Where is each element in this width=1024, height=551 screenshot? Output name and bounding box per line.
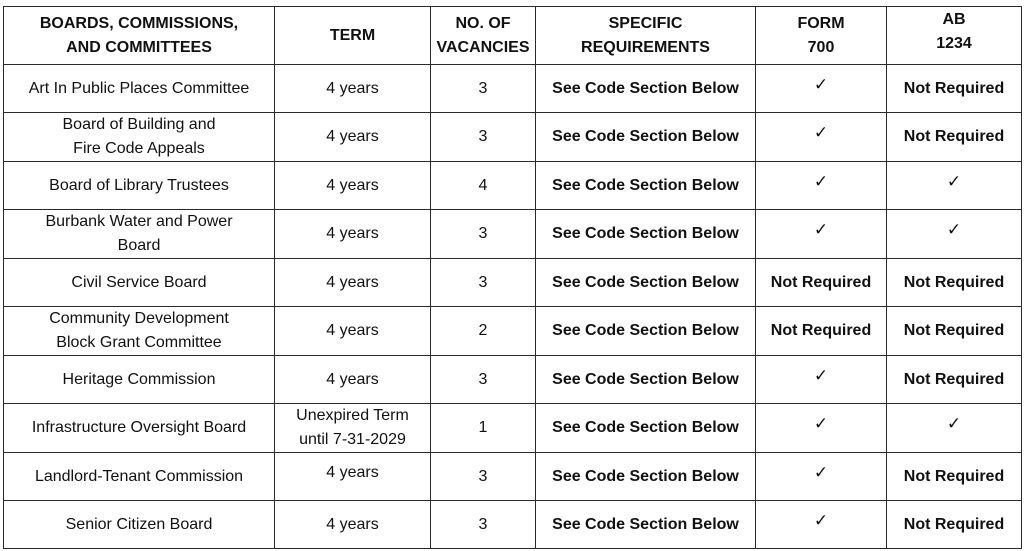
board-name-cell: Landlord-Tenant Commission — [4, 453, 275, 501]
term-cell: 4 years — [275, 453, 431, 501]
table-row — [4, 453, 1022, 501]
ab-1234-cell: Not Required — [887, 113, 1022, 162]
requirements-cell: See Code Section Below — [536, 501, 756, 549]
requirements-cell: See Code Section Below — [536, 65, 756, 113]
requirements-cell: See Code Section Below — [536, 259, 756, 307]
vacancies-cell: 3 — [431, 501, 536, 549]
board-name-cell: Community Development Block Grant Committee — [4, 307, 275, 356]
table-row — [4, 162, 1022, 210]
ab-1234-cell: Not Required — [887, 501, 1022, 549]
table-row — [4, 65, 1022, 113]
board-name-cell: Board of Library Trustees — [4, 162, 275, 210]
requirements-cell: See Code Section Below — [536, 356, 756, 404]
vacancies-cell: 2 — [431, 307, 536, 356]
term-cell: 4 years — [275, 259, 431, 307]
vacancies-cell: 3 — [431, 259, 536, 307]
header-boards: BOARDS, COMMISSIONS, AND COMMITTEES — [4, 7, 275, 65]
requirements-cell: See Code Section Below — [536, 453, 756, 501]
boards-vacancies-table — [3, 6, 1022, 549]
requirements-cell: See Code Section Below — [536, 162, 756, 210]
term-cell: 4 years — [275, 113, 431, 162]
table-row — [4, 404, 1022, 453]
ab-1234-cell: Not Required — [887, 307, 1022, 356]
form-700-cell: Not Required — [756, 307, 887, 356]
form-700-check-icon: ✓ — [756, 65, 887, 113]
vacancies-cell: 3 — [431, 210, 536, 259]
requirements-cell: See Code Section Below — [536, 404, 756, 453]
form-700-check-icon: ✓ — [756, 113, 887, 162]
term-cell: 4 years — [275, 65, 431, 113]
table-body — [4, 65, 1022, 549]
term-cell: 4 years — [275, 307, 431, 356]
vacancies-cell: 3 — [431, 113, 536, 162]
table-row — [4, 113, 1022, 162]
header-requirements: SPECIFIC REQUIREMENTS — [536, 7, 756, 65]
ab-1234-check-icon: ✓ — [887, 210, 1022, 259]
header-ab-1234: AB 1234 — [887, 7, 1022, 65]
board-name-cell: Senior Citizen Board — [4, 501, 275, 549]
board-name-cell: Infrastructure Oversight Board — [4, 404, 275, 453]
table-row — [4, 210, 1022, 259]
vacancies-cell: 3 — [431, 453, 536, 501]
form-700-check-icon: ✓ — [756, 453, 887, 501]
vacancies-cell: 4 — [431, 162, 536, 210]
ab-1234-cell: Not Required — [887, 65, 1022, 113]
ab-1234-check-icon: ✓ — [887, 404, 1022, 453]
form-700-cell: Not Required — [756, 259, 887, 307]
header-form-700: FORM 700 — [756, 7, 887, 65]
requirements-cell: See Code Section Below — [536, 210, 756, 259]
form-700-check-icon: ✓ — [756, 356, 887, 404]
form-700-check-icon: ✓ — [756, 210, 887, 259]
header-row — [4, 7, 1022, 65]
term-cell: Unexpired Term until 7-31-2029 — [275, 404, 431, 453]
board-name-cell: Burbank Water and Power Board — [4, 210, 275, 259]
ab-1234-cell: Not Required — [887, 356, 1022, 404]
ab-1234-cell: Not Required — [887, 259, 1022, 307]
form-700-check-icon: ✓ — [756, 501, 887, 549]
table-row — [4, 259, 1022, 307]
table-row — [4, 501, 1022, 549]
table-row — [4, 307, 1022, 356]
board-name-cell: Board of Building and Fire Code Appeals — [4, 113, 275, 162]
vacancies-cell: 1 — [431, 404, 536, 453]
term-cell: 4 years — [275, 210, 431, 259]
board-name-cell: Art In Public Places Committee — [4, 65, 275, 113]
requirements-cell: See Code Section Below — [536, 113, 756, 162]
requirements-cell: See Code Section Below — [536, 307, 756, 356]
ab-1234-cell: Not Required — [887, 453, 1022, 501]
board-name-cell: Civil Service Board — [4, 259, 275, 307]
ab-1234-check-icon: ✓ — [887, 162, 1022, 210]
term-cell: 4 years — [275, 501, 431, 549]
board-name-cell: Heritage Commission — [4, 356, 275, 404]
vacancies-cell: 3 — [431, 356, 536, 404]
form-700-check-icon: ✓ — [756, 404, 887, 453]
header-term: TERM — [275, 7, 431, 65]
term-cell: 4 years — [275, 356, 431, 404]
form-700-check-icon: ✓ — [756, 162, 887, 210]
term-cell: 4 years — [275, 162, 431, 210]
vacancies-cell: 3 — [431, 65, 536, 113]
table-row — [4, 356, 1022, 404]
header-vacancies: NO. OF VACANCIES — [431, 7, 536, 65]
